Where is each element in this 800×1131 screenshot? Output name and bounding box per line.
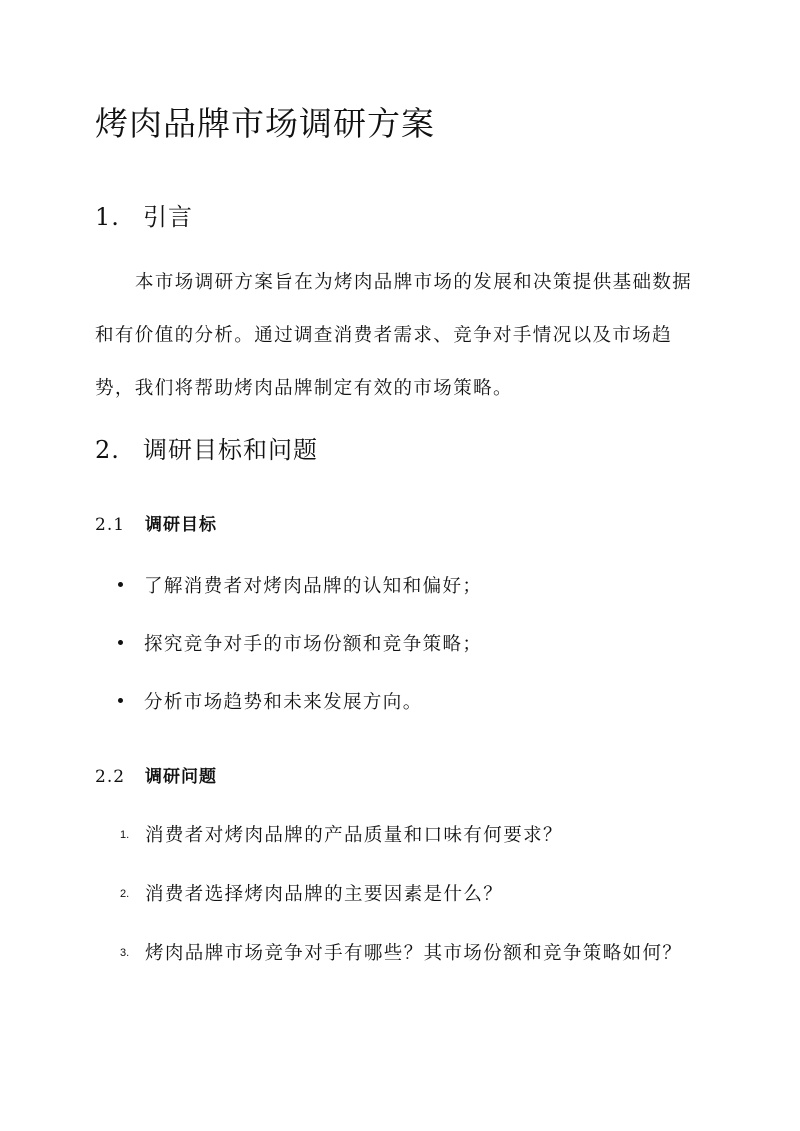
- list-item-text: 消费者对烤肉品牌的产品质量和口味有何要求？: [145, 825, 563, 846]
- document-title: 烤肉品牌市场调研方案: [95, 104, 435, 143]
- list-item-text: 分析市场趋势和未来发展方向。: [144, 692, 423, 713]
- subsection-number: 2.2: [95, 767, 126, 787]
- section-number: 1.: [95, 203, 120, 231]
- bullet-icon: [118, 582, 123, 587]
- section-number: 2.: [95, 436, 120, 464]
- list-item-marker: 2.: [120, 888, 130, 900]
- list-item-text: 探究竞争对手的市场份额和竞争策略；: [144, 634, 483, 655]
- list-item-text: 了解消费者对烤肉品牌的认知和偏好；: [144, 576, 483, 597]
- list-item-text: 烤肉品牌市场竞争对手有哪些？其市场份额和竞争策略如何？: [145, 943, 683, 964]
- subsection-number: 2.1: [95, 515, 126, 535]
- list-item-marker: 3.: [120, 947, 130, 959]
- list-item-marker: 1.: [120, 829, 130, 841]
- subsection-title: 调研目标: [145, 515, 217, 535]
- section-title: 调研目标和问题: [143, 436, 318, 464]
- subsection-heading-questions: [95, 762, 217, 787]
- bullet-icon: [118, 640, 123, 645]
- section-title: 引言: [143, 203, 193, 231]
- subsection-heading-goals: [95, 510, 217, 535]
- section-heading-goals: [95, 430, 318, 465]
- list-item-text: 消费者选择烤肉品牌的主要因素是什么？: [145, 884, 504, 905]
- intro-paragraph: 本市场调研方案旨在为烤肉品牌市场的发展和决策提供基础数据和有价值的分析。通过调查消费者需求、竞争对手情况以及市场趋势，我们将帮助烤肉品牌制定有效的市场策略。: [95, 272, 693, 399]
- section-heading-intro: [95, 197, 193, 232]
- subsection-title: 调研问题: [145, 767, 217, 787]
- bullet-icon: [118, 698, 123, 703]
